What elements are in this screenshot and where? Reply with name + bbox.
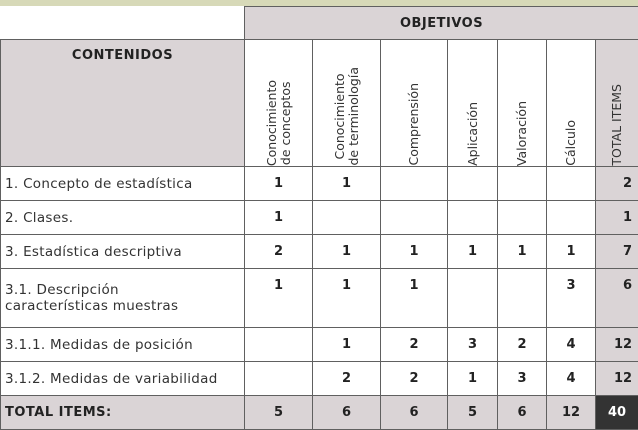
cell: 3 [547, 269, 596, 328]
col-header-total-items: TOTAL ITEMS [596, 40, 638, 167]
cell [313, 201, 381, 235]
cell: 1 [381, 235, 448, 269]
cell: 2 [381, 328, 448, 362]
cell [448, 269, 498, 328]
table-row [1, 201, 638, 235]
cell [381, 201, 448, 235]
contents-objectives-table [0, 6, 638, 430]
cell [498, 167, 547, 201]
column-total: 6 [381, 396, 448, 430]
cell: 1 [245, 201, 313, 235]
grand-total: 40 [596, 396, 638, 430]
corner-blank [1, 7, 245, 40]
cell [547, 201, 596, 235]
cell: 1 [448, 235, 498, 269]
cell [547, 167, 596, 201]
cell: 1 [381, 269, 448, 328]
cell: 3 [448, 328, 498, 362]
cell: 2 [245, 235, 313, 269]
row-label: 2. Clases. [1, 201, 245, 235]
row-total: 6 [596, 269, 638, 328]
cell [381, 167, 448, 201]
table-row [1, 362, 638, 396]
cell: 1 [547, 235, 596, 269]
cell: 2 [498, 328, 547, 362]
row-total: 12 [596, 328, 638, 362]
row-label: 1. Concepto de estadística [1, 167, 245, 201]
row-label: 3.1.2. Medidas de variabilidad [1, 362, 245, 396]
cell: 1 [313, 269, 381, 328]
col-header-calculo: Cálculo [547, 40, 596, 167]
cell: 1 [313, 235, 381, 269]
column-total: 6 [313, 396, 381, 430]
table-row [1, 235, 638, 269]
row-label: 3. Estadística descriptiva [1, 235, 245, 269]
cell [245, 328, 313, 362]
column-total: 6 [498, 396, 547, 430]
col-header-aplicacion: Aplicación [448, 40, 498, 167]
cell [498, 201, 547, 235]
cell [448, 167, 498, 201]
contenidos-header: CONTENIDOS [1, 40, 245, 167]
cell: 1 [245, 167, 313, 201]
totals-label: TOTAL ITEMS: [1, 396, 245, 430]
row-label: 3.1. Descripción características muestras [1, 269, 245, 328]
row-total: 12 [596, 362, 638, 396]
cell: 1 [313, 167, 381, 201]
cell [498, 269, 547, 328]
cell: 1 [313, 328, 381, 362]
cell: 1 [245, 269, 313, 328]
cell: 1 [498, 235, 547, 269]
table-row [1, 328, 638, 362]
col-header-conocimiento-terminologia: Conocimiento de terminología [313, 40, 381, 167]
cell: 1 [448, 362, 498, 396]
col-header-conocimiento-conceptos: Conocimiento de conceptos [245, 40, 313, 167]
objetivos-header: OBJETIVOS [245, 7, 638, 40]
row-total: 2 [596, 167, 638, 201]
col-header-valoracion: Valoración [498, 40, 547, 167]
table-row [1, 167, 638, 201]
cell [448, 201, 498, 235]
row-label: 3.1.1. Medidas de posición [1, 328, 245, 362]
column-total: 12 [547, 396, 596, 430]
cell: 2 [313, 362, 381, 396]
table-row [1, 269, 638, 328]
column-total: 5 [448, 396, 498, 430]
column-total: 5 [245, 396, 313, 430]
row-total: 1 [596, 201, 638, 235]
totals-row [1, 396, 638, 430]
cell: 4 [547, 328, 596, 362]
cell [245, 362, 313, 396]
cell: 2 [381, 362, 448, 396]
cell: 3 [498, 362, 547, 396]
row-total: 7 [596, 235, 638, 269]
col-header-comprension: Comprensión [381, 40, 448, 167]
cell: 4 [547, 362, 596, 396]
